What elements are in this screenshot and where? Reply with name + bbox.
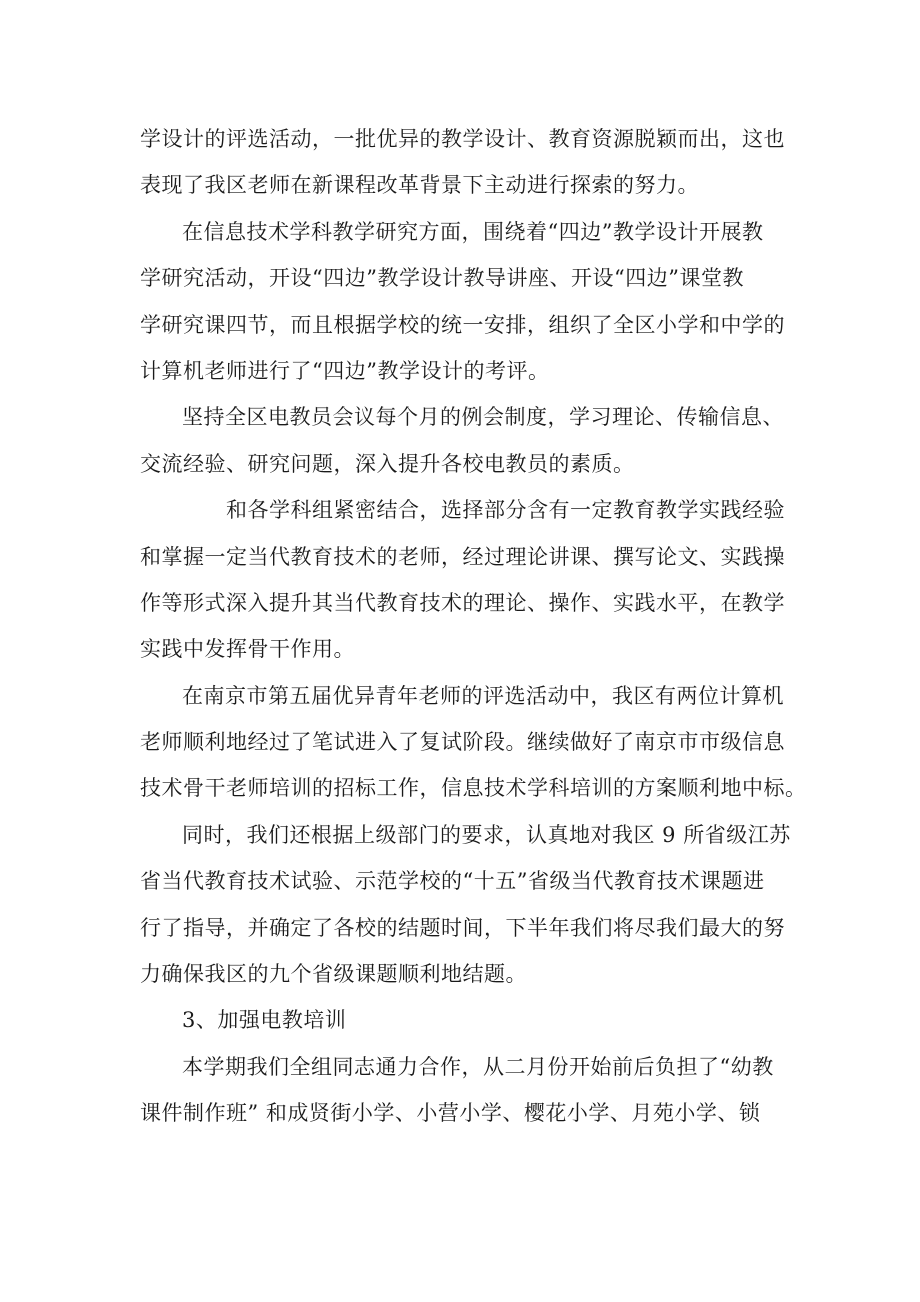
text-line: 行了指导，并确定了各校的结题时间，下半年我们将尽我们最大的努	[140, 915, 785, 940]
text-line: 计算机老师进行了“四边”教学设计的考评。	[140, 358, 550, 383]
text-line: 实践中发挥骨干作用。	[140, 637, 355, 662]
document-body	[140, 116, 807, 1137]
paragraph-start-line: 在南京市第五届优异青年老师的评选活动中，我区有两位计算机	[182, 683, 784, 708]
text-line: 学设计的评选活动，一批优异的教学设计、教育资源脱颖而出，这也	[140, 127, 785, 151]
text-line: 技术骨干老师培训的招标工作，信息技术学科培训的方案顺利地中标。	[140, 776, 807, 801]
text-line: 学研究活动，开设“四边”教学设计教导讲座、开设“四边”课堂教	[140, 266, 744, 291]
paragraph-start-line: 和各学科组紧密结合，选择部分含有一定教育教学实践经验	[226, 498, 785, 523]
text-line: 省当代教育技术试验、示范学校的“十五”省级当代教育技术课题进	[140, 869, 765, 894]
paragraph-start-line: 同时，我们还根据上级部门的要求，认真地对我区 9 所省级江苏	[182, 822, 791, 847]
text-line: 交流经验、研究问题，深入提升各校电教员的素质。	[140, 451, 635, 476]
text-line: 老师顺利地经过了笔试进入了复试阶段。继续做好了南京市市级信息	[140, 730, 785, 755]
text-line: 作等形式深入提升其当代教育技术的理论、操作、实践水平，在教学	[140, 590, 785, 615]
paragraph-start-line: 坚持全区电教员会议每个月的例会制度，学习理论、传输信息、	[182, 405, 784, 430]
text-line: 课件制作班” 和成贤街小学、小营小学、樱花小学、月苑小学、锁	[140, 1101, 761, 1126]
text-line: 表现了我区老师在新课程改革背景下主动进行探索的努力。	[140, 173, 699, 198]
text-line: 和掌握一定当代教育技术的老师，经过理论讲课、撰写论文、实践操	[140, 544, 785, 569]
text-line: 力确保我区的九个省级课题顺利地结题。	[140, 962, 527, 987]
paragraph-start-line: 在信息技术学科教学研究方面，围绕着“四边”教学设计开展教	[182, 219, 764, 244]
paragraph-start-line: 本学期我们全组同志通力合作，从二月份开始前后负担了“幼教	[182, 1054, 774, 1079]
section-heading: 3、加强电教培训	[182, 1008, 347, 1033]
text-line: 学研究课四节，而且根据学校的统一安排，组织了全区小学和中学的	[140, 312, 785, 337]
